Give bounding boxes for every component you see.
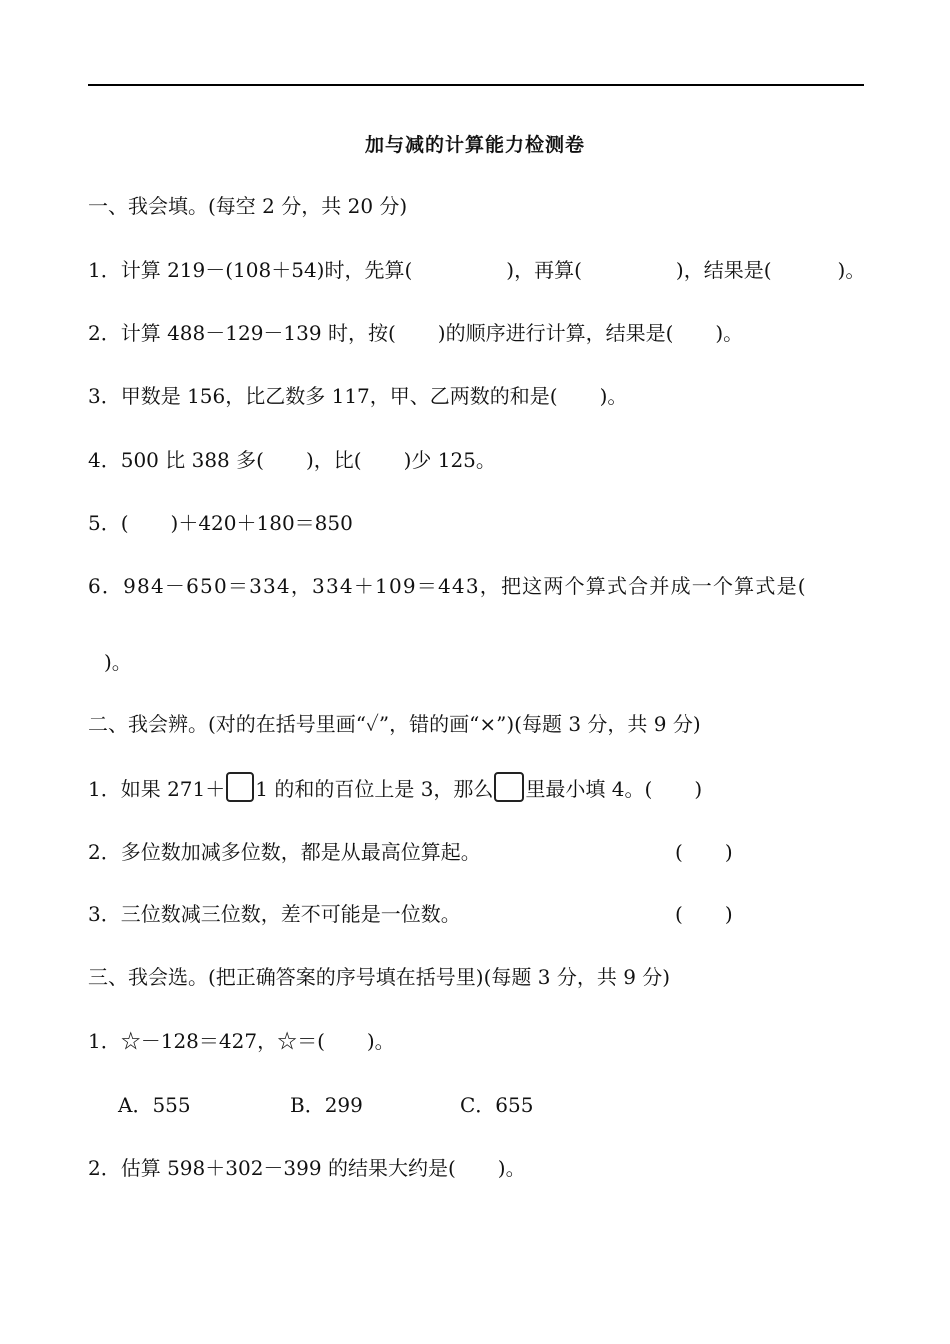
s3-q1-option-a: A．555	[118, 1093, 191, 1117]
s1-q3-part-b: )。	[599, 384, 628, 408]
s2-q3-paren-close: )	[724, 902, 733, 926]
s2-question-2-text: 2．多位数加减多位数，都是从最高位算起。	[88, 840, 481, 864]
s1-q5-part-a: 5．(	[88, 511, 129, 535]
s1-q3-part-a: 3．甲数是 156，比乙数多 117，甲、乙两数的和是(	[88, 384, 558, 408]
s3-q1-part-b: )。	[366, 1029, 395, 1053]
blank-box-icon	[494, 772, 524, 802]
s3-q1-part-a: 1．☆－128＝427，☆＝(	[88, 1029, 325, 1053]
s2-q2-paren-close: )	[724, 840, 733, 864]
s2-q1-part-d: )	[694, 777, 703, 801]
s1-q4-part-c: )少 125。	[403, 448, 496, 472]
s2-q1-part-c: 里最小填 4。(	[525, 777, 653, 801]
s1-question-2	[88, 319, 743, 347]
s1-q1-part-a: 1．计算 219－(108＋54)时，先算(	[88, 258, 413, 282]
s1-q2-part-a: 2．计算 488－129－139 时，按(	[88, 321, 396, 345]
s2-question-3-text: 3．三位数减三位数，差不可能是一位数。	[88, 902, 461, 926]
s1-q4-part-a: 4．500 比 388 多(	[88, 448, 264, 472]
s2-question-2-answer	[675, 838, 733, 866]
s1-q1-part-c: )，结果是(	[675, 258, 772, 282]
s1-question-5	[88, 509, 353, 537]
s1-question-6: 6．984－650＝334，334＋109＝443，把这两个算式合并成一个算式是(	[88, 574, 807, 598]
s2-question-1	[88, 772, 702, 803]
header-rule	[88, 84, 864, 86]
s3-q1-option-c: C．655	[460, 1093, 534, 1117]
s1-q1-part-d: )。	[837, 258, 866, 282]
section2-heading: 二、我会辨。(对的在括号里画“✓”，错的画“×”)(每题 3 分，共 9 分)	[88, 712, 701, 736]
s1-question-6-cont: )。	[104, 650, 132, 674]
s1-q4-part-b: )，比(	[305, 448, 362, 472]
s1-question-3	[88, 382, 627, 410]
s2-q2-paren-open: (	[675, 840, 683, 864]
s1-q2-part-c: )。	[715, 321, 744, 345]
s3-question-1	[88, 1027, 395, 1055]
s3-q1-option-b: B．299	[290, 1093, 363, 1117]
s3-q2-part-a: 2．估算 598＋302－399 的结果大约是(	[88, 1156, 456, 1180]
s1-q1-part-b: )，再算(	[506, 258, 582, 282]
section1-heading: 一、我会填。(每空 2 分，共 20 分)	[88, 194, 408, 218]
s1-q2-part-b: )的顺序进行计算，结果是(	[437, 321, 674, 345]
page-title: 加与减的计算能力检测卷	[364, 134, 585, 156]
section3-heading: 三、我会选。(把正确答案的序号填在括号里)(每题 3 分，共 9 分)	[88, 965, 671, 989]
s2-q3-paren-open: (	[675, 902, 683, 926]
s3-question-2	[88, 1154, 526, 1182]
s1-question-4	[88, 446, 496, 474]
s2-q1-part-b: 1 的和的百位上是 3，那么	[255, 777, 494, 801]
s1-question-1	[88, 256, 865, 284]
blank-box-icon	[226, 772, 254, 802]
s1-q5-part-b: )＋420＋180＝850	[170, 511, 353, 535]
s3-q2-part-b: )。	[497, 1156, 526, 1180]
s2-q1-part-a: 1．如果 271＋	[88, 777, 226, 801]
s2-question-3-answer	[675, 900, 733, 928]
